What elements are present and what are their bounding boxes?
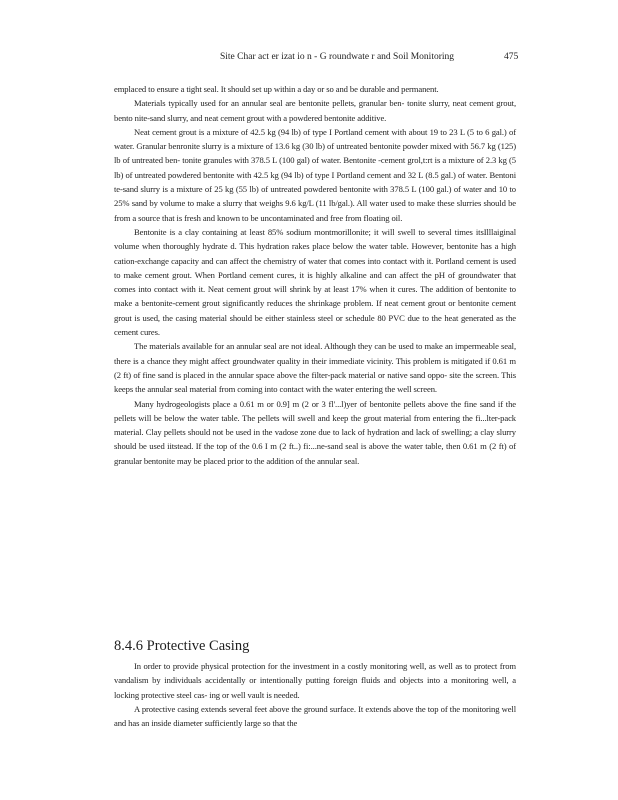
page-number: 475 — [504, 52, 519, 62]
section-heading: 8.4.6 Protective Casing — [114, 638, 250, 654]
running-title: Site Char act er izat io n - G roundwate r and Soil Monitoring — [220, 52, 455, 62]
paragraph: Materials typically used for an annular seal are bentonite pellets, granular ben- tonite slurry, neat cement grout, bento nite-sand slurry, and neat cement grout with a powdered bentonite additive. — [114, 98, 516, 123]
paragraph: Bentonite is a clay containing at least 85% sodium montmorillonite; it will swell to several times itsIlllaiginal volume when thoroughly hydrate d. This hydration rakes place below the water table. However, bentonite has a high cation-exchange capacity and can affect the chemistry of water that comes into contact with it. Portland cement is used to make cement grout. When Portland cement cures, it is highly alkaline and can affect the pH of groundwater that comes into contact with it. Neat cement grout will shrink by at least 17% when it cures. The addition of bentonite to make a bentonite-cement grout significantly reduces the shrinkage problem. If neat cement grout or bentonite cement grout is used, the casing material should be either stainless steel or schedule 80 PVC due to the heat generated as the cement cures. — [114, 226, 516, 338]
paragraph: Many hydrogeologists place a 0.61 m or 0.9] m (2 or 3 fl'...l)yer of bentonite pellets above the fine sand if the pellets will be below the water table. The pellets will swell and keep the grout material from entering the fi...lter-pack material. Clay pellets should not be used in the vadose zone due to lack of hydration and lack of swelling; a clay slurry should be used iitstead. If the top of the 0.6 I m (2 ft..) fi:...ne-sand seal is above the water table, then 0.61 m (2 ft) of granular bentonite may be placed prior to the addition of the annular seal. — [114, 398, 516, 466]
section-body-text — [114, 659, 516, 730]
paragraph: In order to provide physical protection for the investment in a costly monitoring well, as well as to protect from vandalism by individuals accidentally or intentionally putting foreign fluids and objects into a monitoring well, a locking protective steel cas- ing or well vault is needed. — [114, 661, 516, 700]
running-head — [220, 52, 520, 62]
paragraph: The materials available for an annular seal are not ideal. Although they can be used to make an impermeable seal, there is a chance they might affect groundwater quality in their immediate vicinity. This problem is mitigated if 0.61 m (2 ft) of fine sand is placed in the annular space above the filter-pack material or native sand oppo- site the screen. This keeps the annular seal material from coming into contact with the water entering the well screen. — [114, 341, 516, 395]
body-text — [114, 82, 516, 468]
paragraph: Neat cement grout is a mixture of 42.5 kg (94 lb) of type I Portland cement with about 19 to 23 L (5 to 6 gal.) of water. Granular benronite slurry is a mixture of 13.6 kg (30 lb) of untreated bentonite powder mixed with 56.7 kg (125) lb of untreated ben- tonite granules with 378.5 L (100 gal) of water. Bentonite -cement grol,t:rt is a mixture of 2.3 kg (5 lb) of untreated powdered bentonite with 42.5 kg (94 lb) of type I Portland cement and 32 L (8.5 gal.) of water. Bentoni te-sand slurry is a mixture of 25 kg (55 lb) of untreated powdered bentonite with 378.5 L (100 gal.) of water and 10 to 25% sand by volume to make a slurry that weighs 9.6 kg/L (11 lb/gal.). All water used to make these slurries should be from a source that is fresh and known to be uncontaminated and free from floating oil. — [114, 126, 516, 223]
paragraph: emplaced to ensure a tight seal. It should set up within a day or so and be durable and permanent. — [114, 84, 439, 94]
paragraph: A protective casing extends several feet above the ground surface. It extends above the top of the monitoring well and has an inside diameter sufficiently large so that the — [114, 703, 516, 729]
